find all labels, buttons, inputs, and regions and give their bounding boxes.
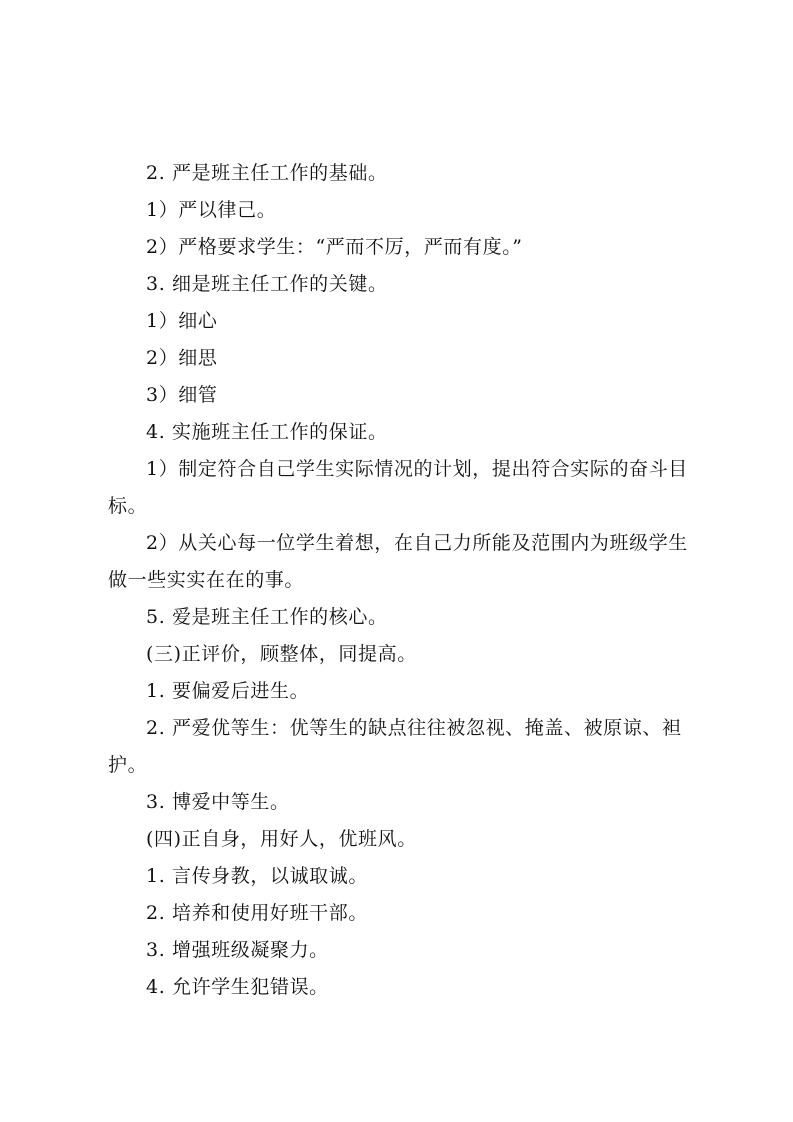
paragraph: 2. 培养和使用好班干部。 [146, 902, 368, 924]
paragraph: 1. 要偏爱后进生。 [146, 680, 310, 702]
paragraph: 1）严以律己。 [146, 199, 277, 221]
paragraph: 1）细心 [146, 310, 218, 332]
paragraph: 1. 言传身教，以诚取诚。 [146, 865, 368, 887]
paragraph: 3）细管 [146, 384, 218, 406]
section-heading: (三)正评价，顾整体，同提高。 [146, 643, 417, 665]
paragraph: 3. 增强班级凝聚力。 [146, 939, 329, 961]
paragraph: 4. 允许学生犯错误。 [146, 976, 329, 998]
paragraph: 2）从关心每一位学生着想，在自己力所能及范围内为班级学生做一些实实在在的事。 [108, 532, 688, 591]
paragraph: 2. 严爱优等生：优等生的缺点往往被忽视、掩盖、被原谅、袒护。 [108, 717, 682, 776]
paragraph: 3. 博爱中等生。 [146, 791, 290, 813]
paragraph: 1）制定符合自己学生实际情况的计划，提出符合实际的奋斗目标。 [108, 458, 688, 517]
paragraph: 2）严格要求学生：“严而不厉，严而有度。” [146, 236, 523, 258]
document-body [108, 155, 690, 1006]
section-heading: (四)正自身，用好人，优班风。 [146, 828, 417, 850]
paragraph: 2. 严是班主任工作的基础。 [146, 162, 388, 184]
paragraph: 4. 实施班主任工作的保证。 [146, 421, 388, 443]
paragraph: 3. 细是班主任工作的关键。 [146, 273, 388, 295]
paragraph: 5. 爱是班主任工作的核心。 [146, 606, 388, 628]
paragraph: 2）细思 [146, 347, 218, 369]
